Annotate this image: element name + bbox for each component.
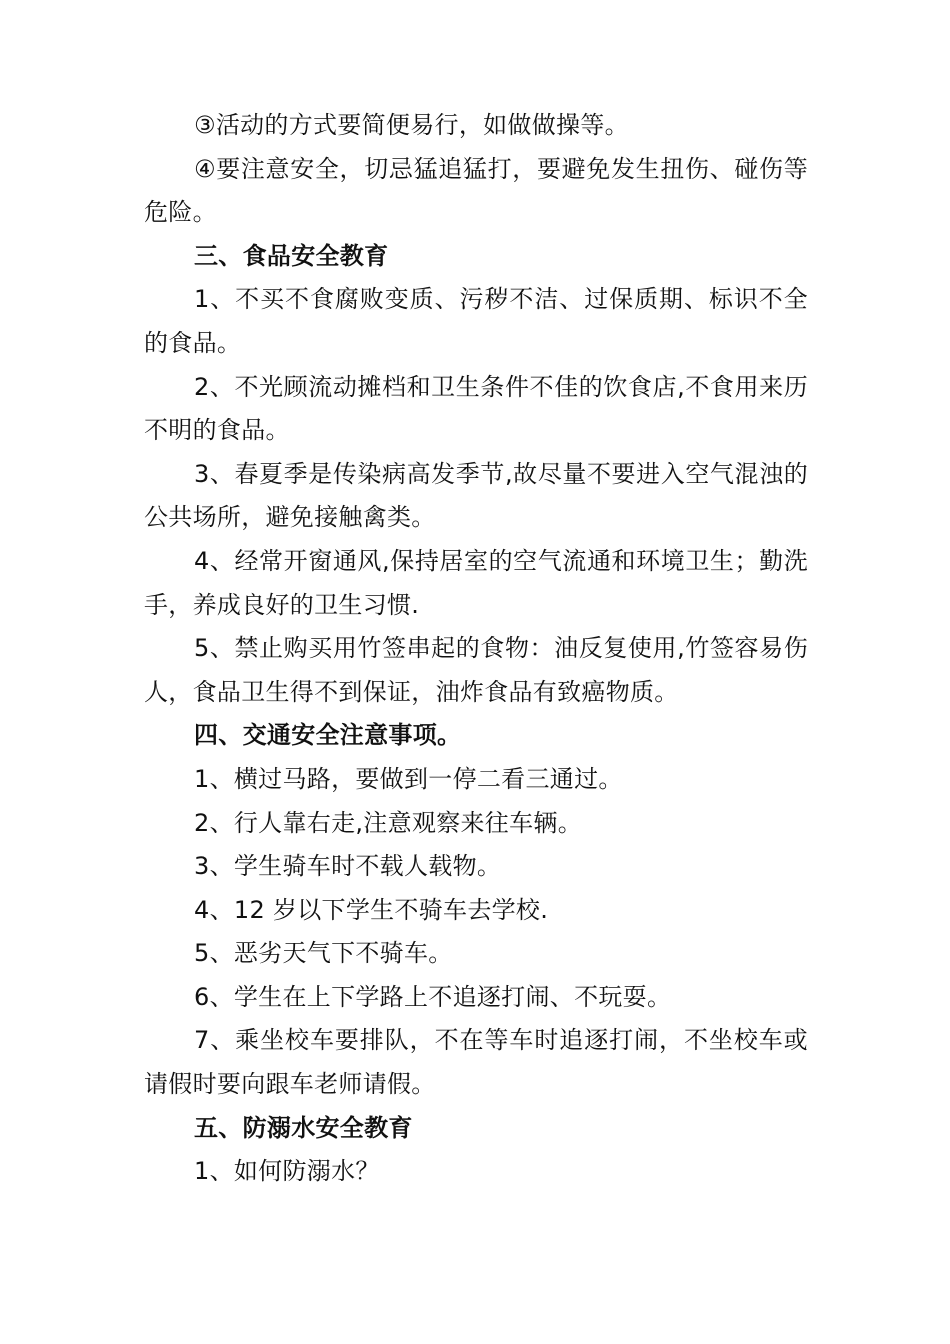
list-item-food-1: 1、不买不食腐败变质、污秽不洁、过保质期、标识不全的食品。 (144, 285, 808, 357)
section-heading-food-safety: 三、食品安全教育 (194, 241, 389, 270)
list-item-drowning-1: 1、如何防溺水？ (194, 1157, 380, 1186)
list-item-traffic-3: 3、学生骑车时不载人载物。 (194, 852, 502, 881)
section-heading-drowning-prevention: 五、防溺水安全教育 (194, 1113, 413, 1142)
list-item-traffic-2: 2、行人靠右走,注意观察来往车辆。 (194, 808, 582, 837)
list-item-traffic-4: 4、12 岁以下学生不骑车去学校. (194, 895, 549, 924)
paragraph-safety-caution: ④要注意安全，切忌猛追猛打，要避免发生扭伤、碰伤等危险。 (144, 154, 808, 227)
list-item-traffic-5: 5、恶劣天气下不骑车。 (194, 939, 453, 968)
document-body (144, 104, 808, 1194)
list-item-traffic-6: 6、学生在上下学路上不追逐打闹、不玩耍。 (194, 982, 672, 1011)
list-item-traffic-1: 1、横过马路，要做到一停二看三通过。 (194, 764, 623, 793)
list-item-traffic-7: 7、乘坐校车要排队，不在等车时追逐打闹，不坐校车或请假时要向跟车老师请假。 (144, 1026, 808, 1099)
list-item-food-2: 2、不光顾流动摊档和卫生条件不佳的饮食店,不食用来历不明的食品。 (144, 372, 808, 445)
paragraph-activity-method: ③活动的方式要简便易行，如做做操等。 (194, 111, 629, 139)
list-item-food-3: 3、春夏季是传染病高发季节,故尽量不要进入空气混浊的公共场所，避免接触禽类。 (144, 459, 808, 532)
list-item-food-5: 5、禁止购买用竹签串起的食物：油反复使用,竹签容易伤人，食品卫生得不到保证，油炸食品有致癌物质。 (144, 634, 808, 706)
list-item-food-4: 4、经常开窗通风,保持居室的空气流通和环境卫生；勤洗手，养成良好的卫生习惯. (144, 546, 808, 619)
section-heading-traffic-safety: 四、交通安全注意事项。 (194, 721, 462, 750)
